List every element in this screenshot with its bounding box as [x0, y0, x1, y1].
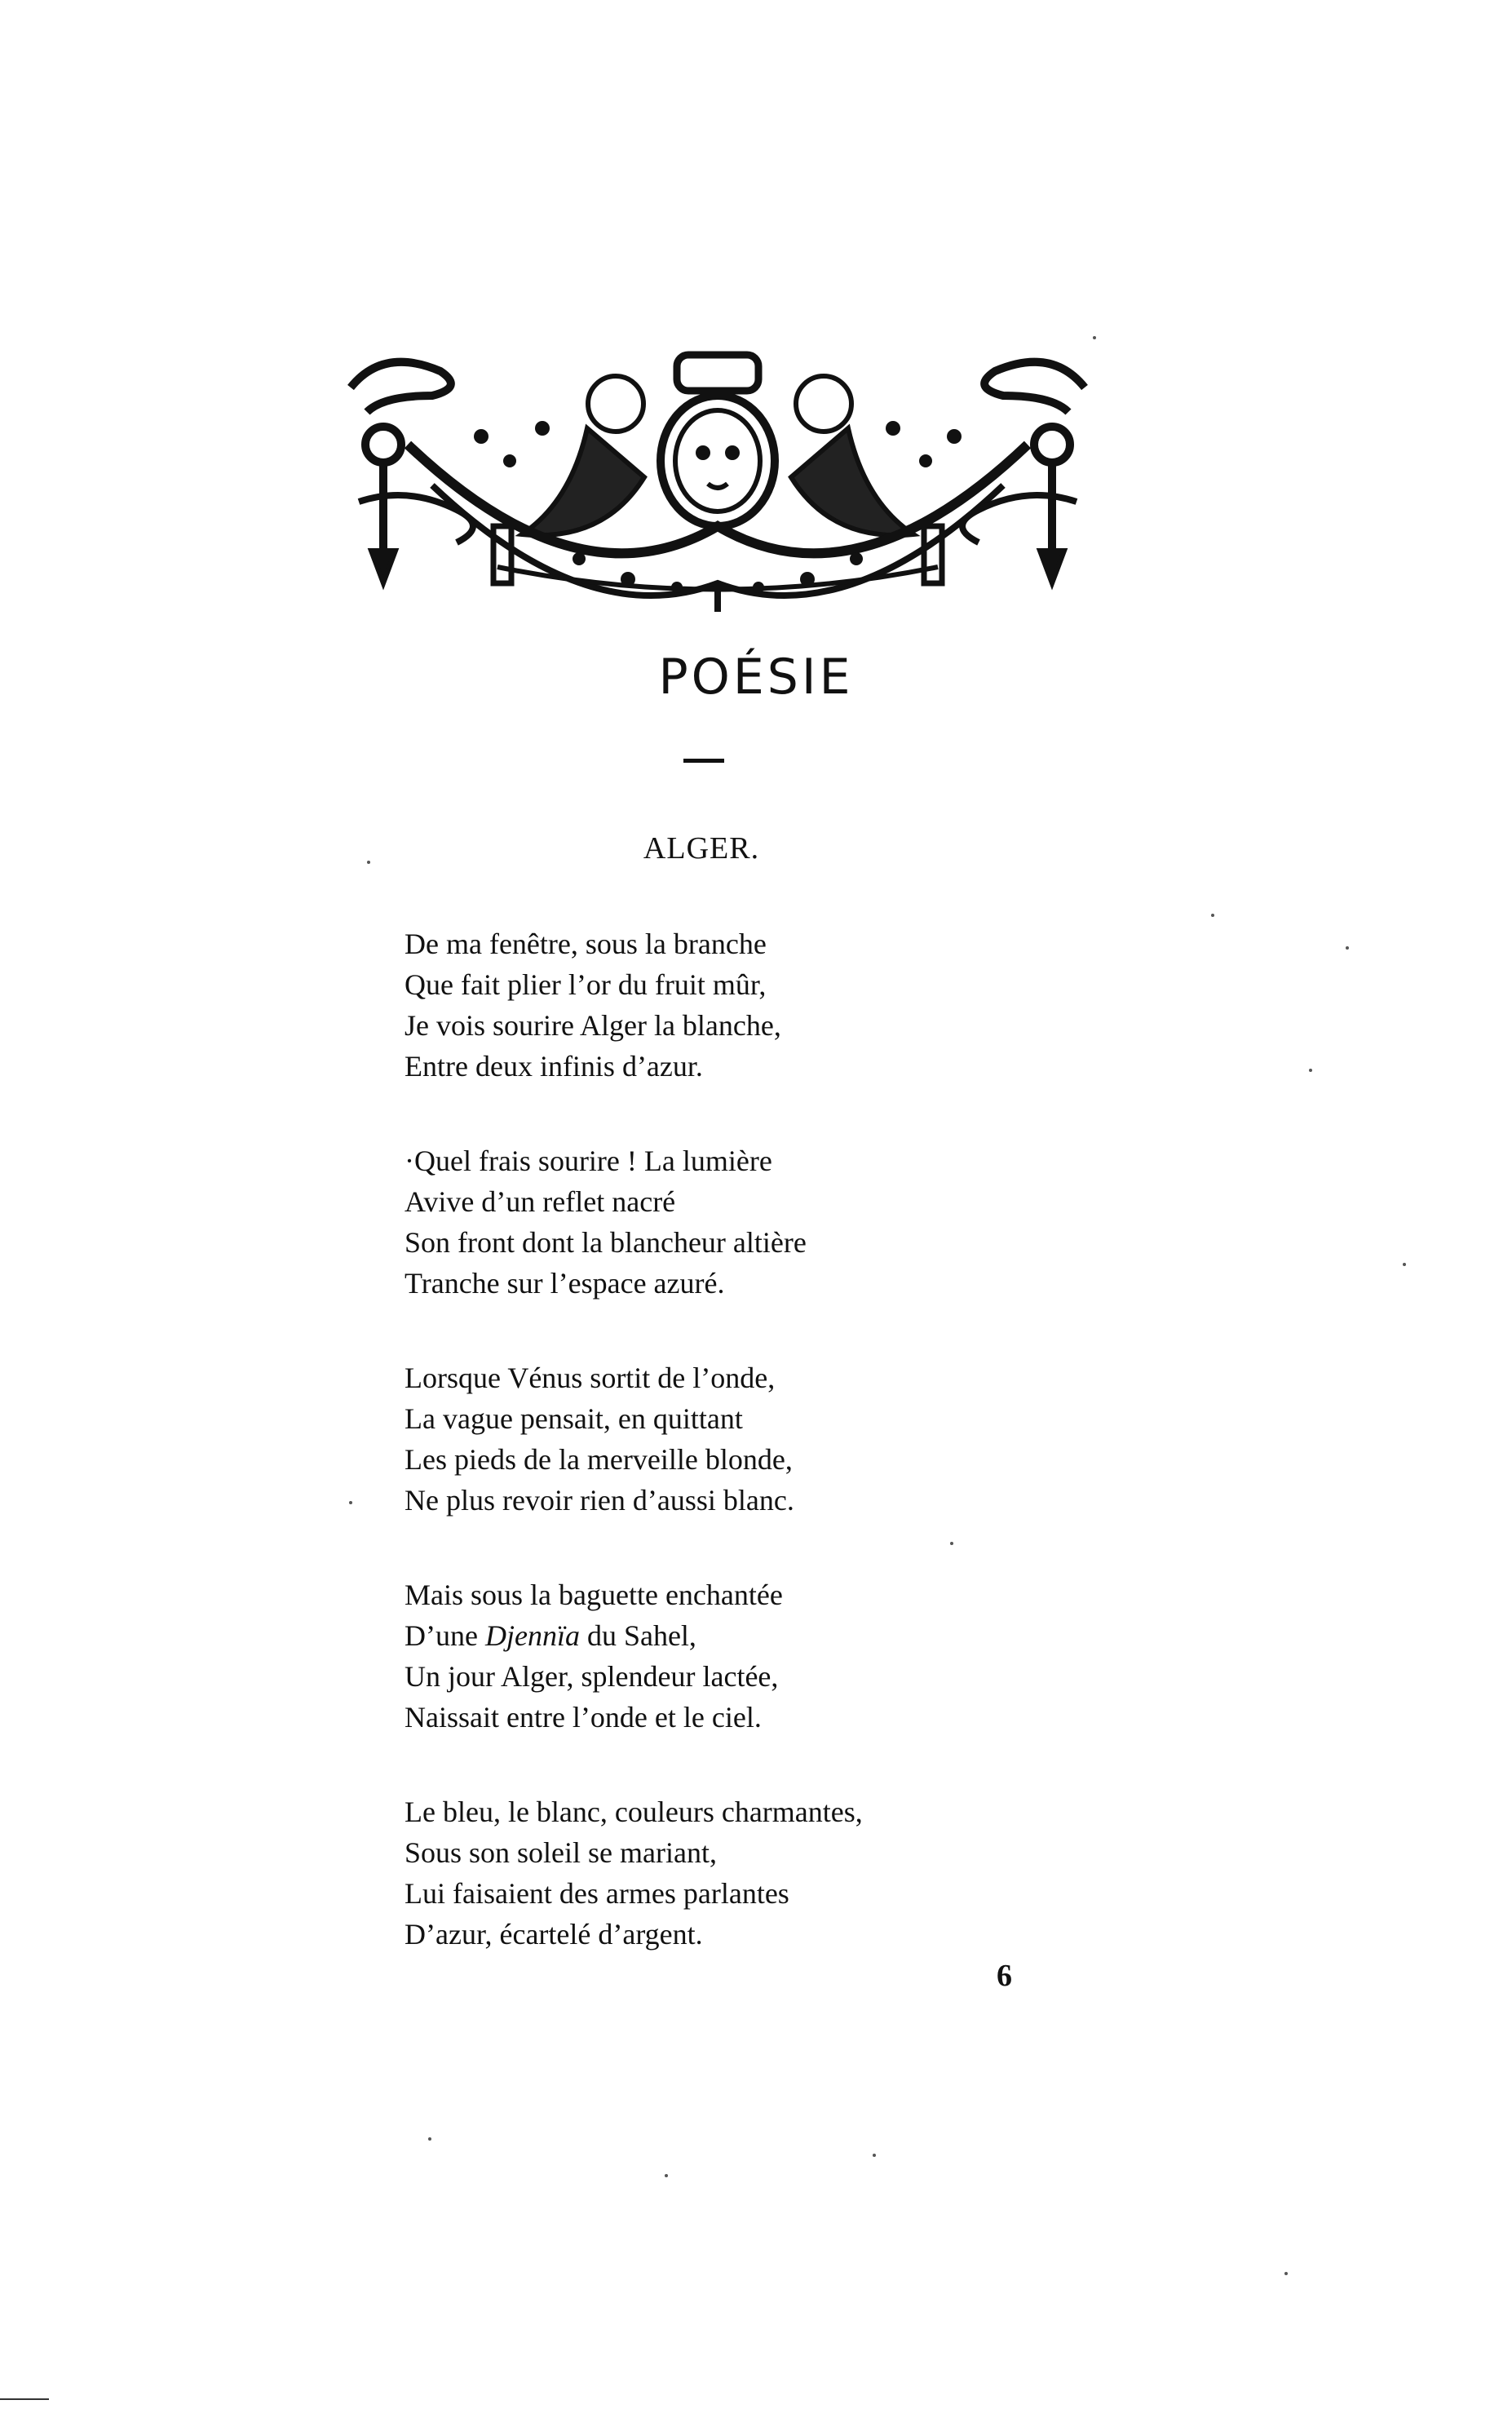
- poem-line: [405, 1615, 1073, 1656]
- poem-line: Naissait entre l’onde et le ciel.: [405, 1701, 762, 1734]
- stanza: [405, 1140, 1073, 1304]
- page-number: 6: [997, 1959, 1012, 1993]
- poem-line: Ne plus revoir rien d’aussi blanc.: [405, 1484, 794, 1517]
- poem-line: Que fait plier l’or du fruit mûr,: [405, 968, 767, 1001]
- poem-line: Mais sous la baguette enchantée: [405, 1579, 783, 1611]
- poem-line: Avive d’un reflet nacré: [405, 1185, 676, 1218]
- scan-speck: [428, 2137, 431, 2141]
- scan-speck: [1284, 2272, 1288, 2275]
- poem-line: La vague pensait, en quittant: [405, 1402, 743, 1435]
- italic-word: Djennïa: [484, 1619, 580, 1652]
- poem-line: D’azur, écartelé d’argent.: [405, 1918, 703, 1951]
- poem-line: Lorsque Vénus sortit de l’onde,: [405, 1362, 776, 1394]
- scan-speck: [1093, 336, 1096, 339]
- scan-speck: [1403, 1263, 1406, 1266]
- poem-line: Tranche sur l’espace azuré.: [405, 1267, 725, 1300]
- stanza: [405, 923, 1073, 1087]
- scan-speck: [1346, 946, 1349, 950]
- scan-speck: [1211, 914, 1214, 917]
- bottom-rule: [0, 2398, 49, 2400]
- scan-speck: [665, 2174, 668, 2177]
- section-title: POÉSIE: [658, 649, 854, 706]
- scan-speck: [349, 1501, 352, 1504]
- cherub-mask-garland-ornament-icon: [334, 339, 1101, 612]
- scan-speck: [1309, 1069, 1312, 1072]
- poem-line: Je vois sourire Alger la blanche,: [405, 1009, 781, 1042]
- poem-line: Sous son soleil se mariant,: [405, 1836, 717, 1869]
- stanza: [405, 1574, 1073, 1738]
- line-text: du Sahel,: [579, 1619, 696, 1652]
- poem-line: Entre deux infinis d’azur.: [405, 1050, 703, 1083]
- poem-body: [405, 923, 1073, 2008]
- stanza: [405, 1791, 1073, 1955]
- poem-line: De ma fenêtre, sous la branche: [405, 928, 767, 960]
- line-text: D’une: [405, 1619, 485, 1652]
- poem-line: Le bleu, le blanc, couleurs charmantes,: [405, 1796, 863, 1828]
- poem-title: ALGER.: [643, 831, 760, 866]
- poem-line: Son front dont la blancheur altière: [405, 1226, 807, 1259]
- scan-speck: [950, 1542, 953, 1545]
- poem-line: Les pieds de la merveille blonde,: [405, 1443, 793, 1476]
- title-divider: [683, 759, 724, 763]
- scan-speck: [367, 861, 370, 864]
- scan-speck: [873, 2154, 876, 2157]
- poem-line: Lui faisaient des armes parlantes: [405, 1877, 789, 1910]
- poem-line: Un jour Alger, splendeur lactée,: [405, 1660, 779, 1693]
- stanza: [405, 1357, 1073, 1521]
- poem-line: ·Quel frais sourire ! La lumière: [405, 1145, 772, 1177]
